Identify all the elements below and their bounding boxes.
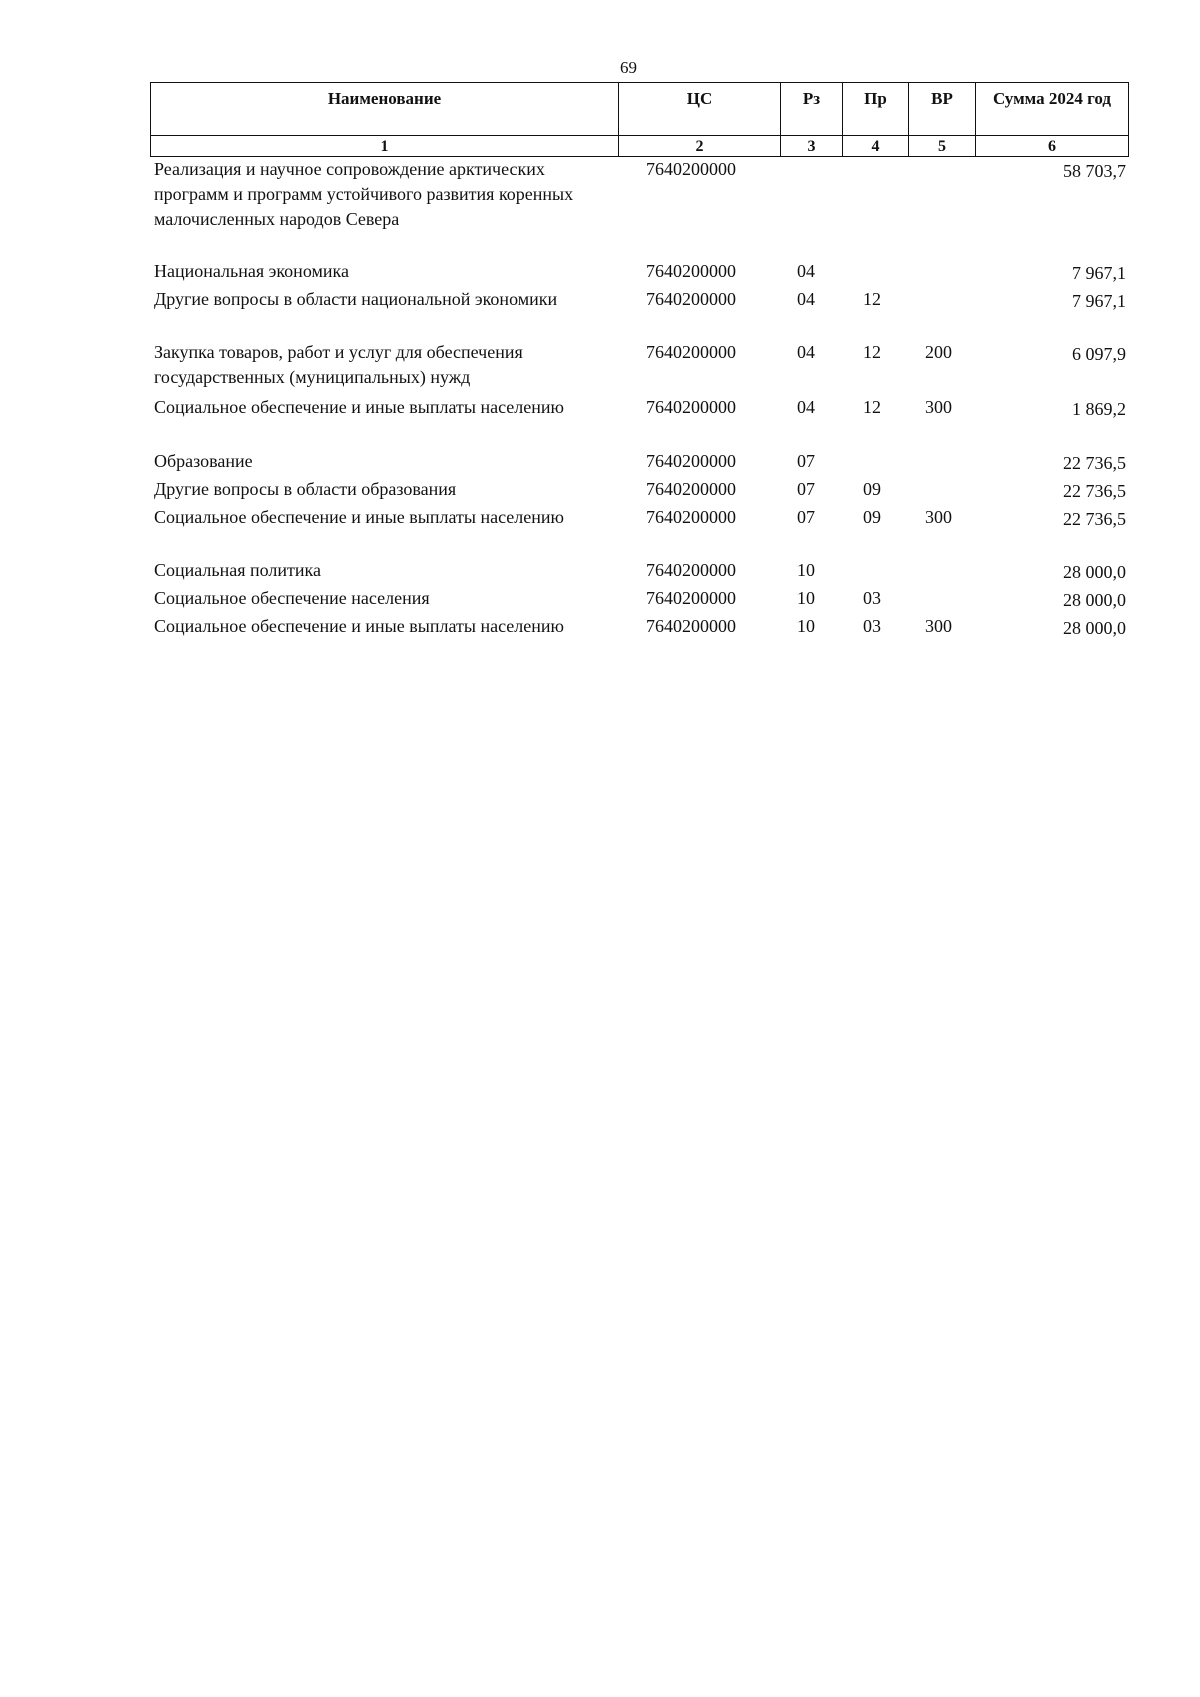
- row-pr: 12: [863, 342, 881, 362]
- row-sum: 58 703,7: [1063, 161, 1126, 181]
- row-sum: 7 967,1: [1072, 291, 1126, 311]
- row-name: Национальная экономика: [154, 261, 349, 281]
- row-cs: 7640200000: [646, 451, 736, 471]
- row-pr: 09: [863, 507, 881, 527]
- header-row-titles: [151, 83, 1129, 136]
- row-rz: 04: [797, 397, 815, 417]
- row-rz: 07: [797, 451, 815, 471]
- row-rz: 10: [797, 560, 815, 580]
- row-rz: 10: [797, 588, 815, 608]
- row-sum: 6 097,9: [1072, 344, 1126, 364]
- table-header: [150, 82, 1129, 157]
- header-sum: Сумма 2024 год: [976, 83, 1129, 136]
- row-sum: 1 869,2: [1072, 399, 1126, 419]
- row-pr: 12: [863, 289, 881, 309]
- row-name: Образование: [154, 451, 253, 471]
- row-rz: 04: [797, 289, 815, 309]
- row-name: Реализация и научное сопровождение арктических программ и программ устойчивого развития коренных малочисленных народов Севера: [154, 159, 574, 229]
- row-vr: 200: [925, 342, 952, 362]
- row-pr: 12: [863, 397, 881, 417]
- header-number: 4: [843, 136, 909, 157]
- row-cs: 7640200000: [646, 616, 736, 636]
- row-pr: 03: [863, 588, 881, 608]
- row-name: Социальное обеспечение населения: [154, 588, 430, 608]
- header-name: Наименование: [151, 83, 619, 136]
- row-rz: 04: [797, 342, 815, 362]
- row-name: Социальное обеспечение и иные выплаты населению: [154, 616, 564, 636]
- row-cs: 7640200000: [646, 159, 736, 179]
- row-rz: 04: [797, 261, 815, 281]
- row-cs: 7640200000: [646, 588, 736, 608]
- row-name: Социальная политика: [154, 560, 321, 580]
- row-rz: 07: [797, 479, 815, 499]
- row-sum: 22 736,5: [1063, 453, 1126, 473]
- row-cs: 7640200000: [646, 289, 736, 309]
- row-cs: 7640200000: [646, 507, 736, 527]
- row-cs: 7640200000: [646, 397, 736, 417]
- header-number: 6: [976, 136, 1129, 157]
- header-row-numbers: [151, 136, 1129, 157]
- row-name: Социальное обеспечение и иные выплаты населению: [154, 397, 564, 417]
- row-cs: 7640200000: [646, 560, 736, 580]
- row-pr: 03: [863, 616, 881, 636]
- row-rz: 10: [797, 616, 815, 636]
- row-vr: 300: [925, 616, 952, 636]
- row-sum: 22 736,5: [1063, 481, 1126, 501]
- row-sum: 28 000,0: [1063, 562, 1126, 582]
- header-vr: ВР: [909, 83, 976, 136]
- row-sum: 28 000,0: [1063, 590, 1126, 610]
- page-number: 69: [620, 58, 637, 77]
- header-number: 5: [909, 136, 976, 157]
- header-number: 3: [781, 136, 843, 157]
- header-rz: Рз: [781, 83, 843, 136]
- row-name: Другие вопросы в области национальной экономики: [154, 289, 558, 309]
- row-cs: 7640200000: [646, 261, 736, 281]
- row-name: Другие вопросы в области образования: [154, 479, 457, 499]
- row-cs: 7640200000: [646, 479, 736, 499]
- row-vr: 300: [925, 397, 952, 417]
- header-number: 1: [151, 136, 619, 157]
- header-cs: ЦС: [619, 83, 781, 136]
- header-number: 2: [619, 136, 781, 157]
- row-vr: 300: [925, 507, 952, 527]
- row-sum: 22 736,5: [1063, 509, 1126, 529]
- row-cs: 7640200000: [646, 342, 736, 362]
- row-rz: 07: [797, 507, 815, 527]
- header-pr: Пр: [843, 83, 909, 136]
- row-pr: 09: [863, 479, 881, 499]
- row-sum: 7 967,1: [1072, 263, 1126, 283]
- row-name: Социальное обеспечение и иные выплаты населению: [154, 507, 564, 527]
- row-sum: 28 000,0: [1063, 618, 1126, 638]
- row-name: Закупка товаров, работ и услуг для обеспечения государственных (муниципальных) нужд: [154, 342, 523, 387]
